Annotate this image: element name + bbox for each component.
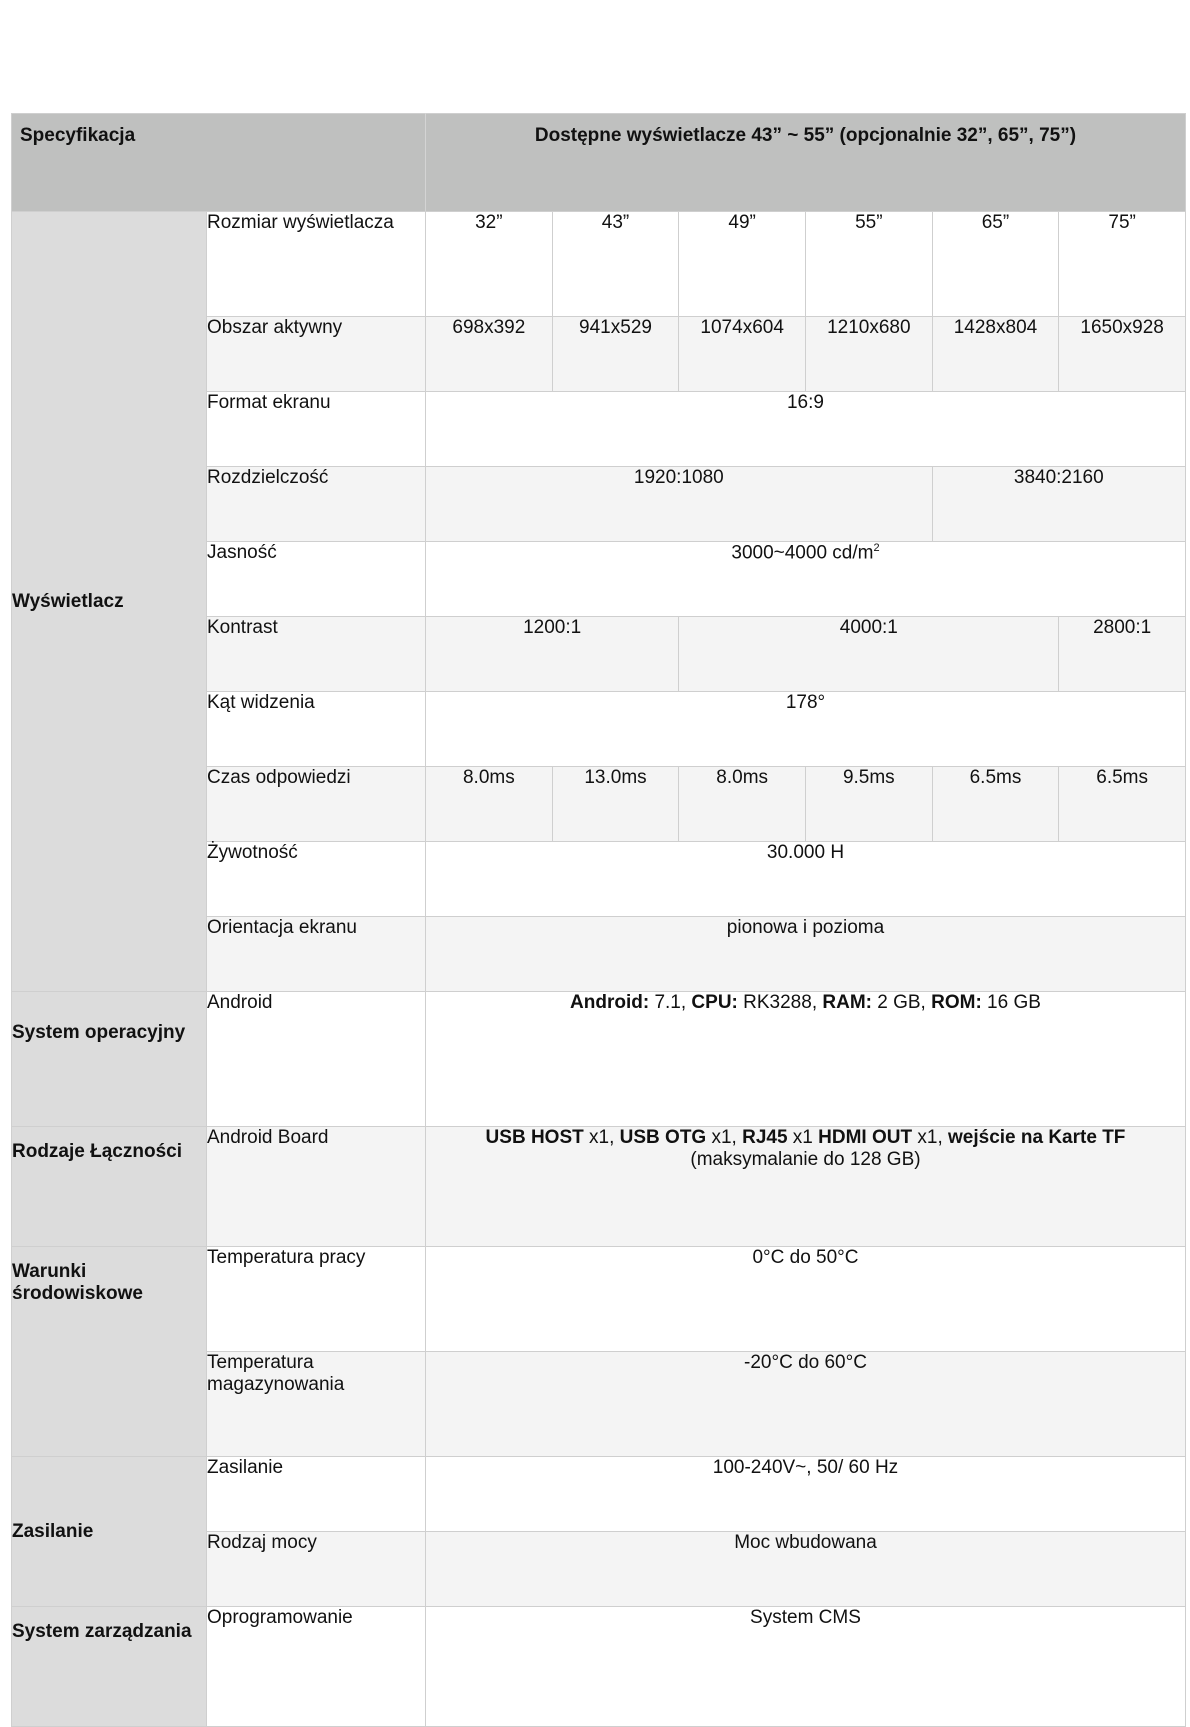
active-area-value: 698x392 <box>426 317 553 392</box>
specification-table <box>11 113 1186 1727</box>
contrast-value: 4000:1 <box>679 617 1059 692</box>
response-time-value: 6.5ms <box>1059 767 1186 842</box>
brightness-text: 3000~4000 cd/m <box>731 542 874 564</box>
row-label-connectivity: Android Board <box>207 1127 426 1247</box>
resolution-value-uhd: 3840:2160 <box>932 467 1185 542</box>
response-time-value: 8.0ms <box>679 767 806 842</box>
contrast-value: 1200:1 <box>426 617 679 692</box>
os-key: CPU: <box>691 992 738 1013</box>
row-label-response-time: Czas odpowiedzi <box>207 767 426 842</box>
header-spec-label: Specyfikacja <box>12 114 426 212</box>
size-value: 75” <box>1059 212 1186 317</box>
row-label-lifetime: Żywotność <box>207 842 426 917</box>
os-val: 2 GB, <box>871 992 932 1013</box>
table-row-connectivity <box>12 1127 1186 1247</box>
response-time-value: 9.5ms <box>805 767 932 842</box>
row-label-power-type: Rodzaj mocy <box>207 1532 426 1607</box>
category-management: System zarządzania <box>12 1607 207 1727</box>
power-supply-value: 100-240V~, 50/ 60 Hz <box>426 1457 1186 1532</box>
operating-temp-value: 0°C do 50°C <box>426 1247 1186 1352</box>
active-area-value: 1428x804 <box>932 317 1059 392</box>
port-count: x1, <box>912 1127 948 1148</box>
size-value: 32” <box>426 212 553 317</box>
port-count: x1, <box>706 1127 743 1148</box>
port-key: wejście na Karte TF <box>948 1127 1126 1148</box>
row-label-active-area: Obszar aktywny <box>207 317 426 392</box>
response-time-value: 8.0ms <box>426 767 553 842</box>
resolution-value-fhd: 1920:1080 <box>426 467 933 542</box>
row-label-storage-temp: Temperatura magazynowania <box>207 1352 426 1457</box>
port-key: HDMI OUT <box>818 1127 913 1148</box>
size-value: 43” <box>552 212 679 317</box>
management-value: System CMS <box>426 1607 1186 1727</box>
os-key: ROM: <box>931 992 982 1013</box>
row-label-viewing-angle: Kąt widzenia <box>207 692 426 767</box>
power-type-value: Moc wbudowana <box>426 1532 1186 1607</box>
row-label-resolution: Rozdzielczość <box>207 467 426 542</box>
connectivity-value <box>426 1127 1186 1247</box>
lifetime-value: 30.000 H <box>426 842 1186 917</box>
header-available-displays: Dostępne wyświetlacze 43” ~ 55” (opcjonalnie 32”, 65”, 75”) <box>426 114 1186 212</box>
active-area-value: 1650x928 <box>1059 317 1186 392</box>
row-label-management: Oprogramowanie <box>207 1607 426 1727</box>
category-os: System operacyjny <box>12 992 207 1127</box>
connectivity-ports <box>426 1127 1185 1149</box>
table-row-power-supply <box>12 1457 1186 1532</box>
active-area-value: 1074x604 <box>679 317 806 392</box>
contrast-value: 2800:1 <box>1059 617 1186 692</box>
connectivity-note: (maksymalanie do 128 GB) <box>690 1149 921 1170</box>
aspect-value: 16:9 <box>426 392 1186 467</box>
port-key: USB HOST <box>485 1127 584 1148</box>
port-count: x1 <box>787 1127 819 1148</box>
category-power: Zasilanie <box>12 1457 207 1607</box>
table-row-operating-temp <box>12 1247 1186 1352</box>
row-label-os: Android <box>207 992 426 1127</box>
table-row-management <box>12 1607 1186 1727</box>
os-val: RK3288, <box>737 992 823 1013</box>
os-val: 16 GB <box>981 992 1041 1013</box>
port-count: x1, <box>583 1127 620 1148</box>
viewing-angle-value: 178° <box>426 692 1186 767</box>
row-label-size: Rozmiar wyświetlacza <box>207 212 426 317</box>
os-value <box>426 992 1186 1127</box>
response-time-value: 13.0ms <box>552 767 679 842</box>
row-label-operating-temp: Temperatura pracy <box>207 1247 426 1352</box>
orientation-value: pionowa i pozioma <box>426 917 1186 992</box>
active-area-value: 1210x680 <box>805 317 932 392</box>
table-row-size <box>12 212 1186 317</box>
size-value: 55” <box>805 212 932 317</box>
row-label-power-supply: Zasilanie <box>207 1457 426 1532</box>
row-label-brightness: Jasność <box>207 542 426 617</box>
size-value: 65” <box>932 212 1059 317</box>
row-label-orientation: Orientacja ekranu <box>207 917 426 992</box>
table-row-os <box>12 992 1186 1127</box>
category-display: Wyświetlacz <box>12 212 207 992</box>
category-environment: Warunki środowiskowe <box>12 1247 207 1457</box>
table-header-row <box>12 114 1186 212</box>
port-key: USB OTG <box>619 1127 707 1148</box>
os-key: Android: <box>570 992 650 1013</box>
row-label-contrast: Kontrast <box>207 617 426 692</box>
brightness-value <box>426 542 1186 617</box>
port-key: RJ45 <box>742 1127 788 1148</box>
os-val: 7.1, <box>649 992 692 1013</box>
active-area-value: 941x529 <box>552 317 679 392</box>
response-time-value: 6.5ms <box>932 767 1059 842</box>
category-connectivity: Rodzaje Łączności <box>12 1127 207 1247</box>
brightness-sup: 2 <box>873 542 880 554</box>
size-value: 49” <box>679 212 806 317</box>
row-label-aspect: Format ekranu <box>207 392 426 467</box>
os-key: RAM: <box>822 992 872 1013</box>
storage-temp-value: -20°C do 60°C <box>426 1352 1186 1457</box>
